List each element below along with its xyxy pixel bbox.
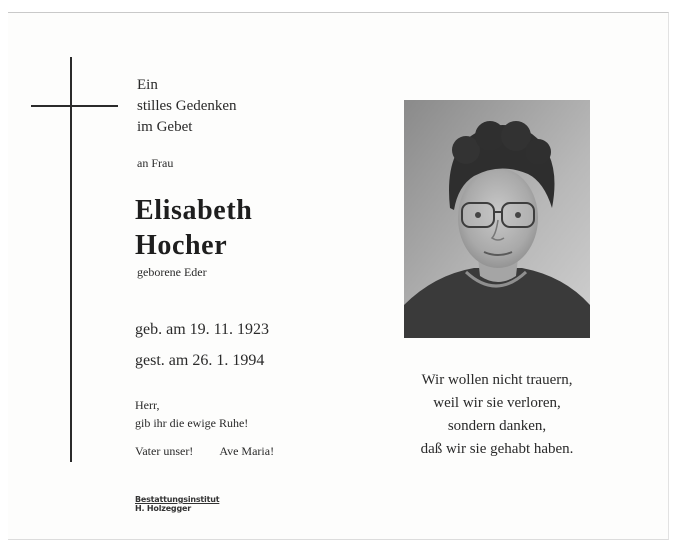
quote-line: daß wir sie gehabt haben. xyxy=(420,441,574,457)
prayer-line: gib ihr die ewige Ruhe! xyxy=(135,416,249,430)
addressee-label: an Frau xyxy=(137,156,174,170)
funeral-home-logo xyxy=(135,495,219,513)
intro-line: Ein xyxy=(137,77,158,93)
closing-prayers xyxy=(135,444,274,459)
life-dates xyxy=(135,314,269,376)
quote-line: Wir wollen nicht trauern, xyxy=(421,372,573,388)
birth-date: geb. am 19. 11. 1923 xyxy=(135,321,270,338)
vater-unser: Vater unser! xyxy=(135,444,194,458)
prayer-line: Herr, xyxy=(135,398,160,412)
funeral-home-line2: H. Holzegger xyxy=(135,504,191,513)
maiden-name: geborene Eder xyxy=(137,265,207,279)
first-name: Elisabeth xyxy=(135,195,253,226)
last-name: Hocher xyxy=(135,230,228,261)
quote-line: sondern danken, xyxy=(447,418,547,434)
intro-line: im Gebet xyxy=(137,119,193,135)
funeral-home-line1: Bestattungsinstitut xyxy=(135,495,220,504)
intro-text xyxy=(137,75,237,138)
ave-maria: Ave Maria! xyxy=(219,444,275,458)
memorial-quote xyxy=(392,369,602,461)
death-date: gest. am 26. 1. 1994 xyxy=(135,352,265,369)
cross-vertical-bar xyxy=(70,57,72,462)
prayer-text xyxy=(135,396,248,432)
cross-horizontal-bar xyxy=(31,105,118,107)
intro-line: stilles Gedenken xyxy=(137,98,237,114)
quote-line: weil wir sie verloren, xyxy=(433,395,561,411)
deceased-name xyxy=(135,193,252,263)
portrait-photo xyxy=(404,100,590,338)
